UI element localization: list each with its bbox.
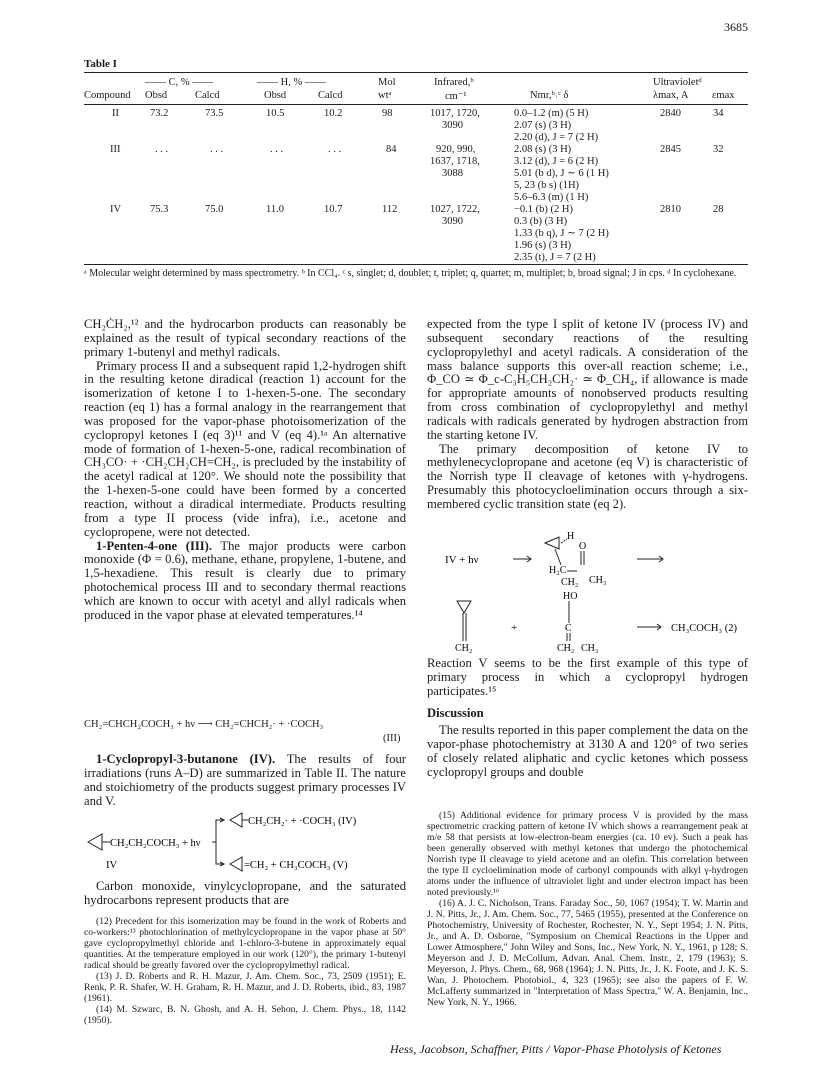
table-cell: 5, 23 (b s) (1H) — [514, 180, 580, 191]
table-cell: 34 — [713, 108, 724, 119]
mol-header-2: wtᵃ — [378, 90, 392, 101]
mol-header-1: Mol — [378, 77, 396, 88]
table-cell: 0.3 (b) (3 H) — [514, 216, 568, 227]
table-cell: 2845 — [660, 144, 681, 155]
table-cell: 73.2 — [150, 108, 169, 119]
h-group-header: —— H, % —— — [257, 77, 326, 88]
equation-iii-label: (III) — [383, 733, 401, 744]
c-group-header: —— C, % —— — [145, 77, 214, 88]
h-calcd-header: Calcd — [318, 90, 343, 101]
table-cell: 112 — [382, 204, 398, 215]
paragraph: The primary decomposition of ketone IV to methylenecyclopropane and acetone (eq V) is characteristic of the Norrish type II cleavage of ketones with γ-hydrogens. Presumably this photocycloelimination occurs through a six-membered cyclic transition state (eq 2). — [427, 441, 748, 511]
table-cell: . . . — [155, 144, 169, 155]
table-cell: 75.3 — [150, 204, 169, 215]
eq2-ho: HO — [563, 591, 578, 602]
scheme-reactant-label: IV — [106, 860, 118, 871]
table-cell: III — [110, 144, 121, 155]
eq2-reactant: IV + hν — [445, 554, 479, 566]
table-cell: 2810 — [660, 204, 681, 215]
uv-lambda-header: λmax, A — [653, 90, 689, 101]
paragraph: expected from the type I split of ketone IV (process IV) and subsequent secondary reactions of the resulting cyclopropylethyl and acetyl radicals. A consideration of the mass balance supports this over-all reaction scheme; i.e., Φ_CO ≃ Φ_c-C₃H₅CH₂CH₂· ≃ Φ_CH₄, if allowance is made for appropriate amounts of nonobserved products resulting from cross combination of cyclopropylethyl and methyl radicals with radicals generated by hydrogen abstraction from the starting ketone IV. — [427, 317, 748, 442]
paragraph: Primary process II and a subsequent rapid 1,2-hydrogen shift in the resulting ketone diradical (reaction 1) account for the isomerization of ketone I to 1-hexen-5-one. The secondary reaction (eq 1) has a formal analogy in the rearrangement that was proposed for the vapor-phase photoisomerization of the cyclopropyl ketones I (eq 3)¹¹ and V (eq 4).¹ᵃ An alternative mode of formation of 1-hexen-5-one, radical recombination of CH₃CO· + ·CH₂CH₂CH=CH₂, is precluded by the instability of the acetyl radical at 120°. We should note the possibility that the 1-hexen-5-one could have been formed by a concerted reaction, without a diradical intermediate. Products resulting from a type II process (vide infra), i.e., acetone and cyclopropene, were not detected. — [84, 358, 406, 539]
scheme-reactant: CH₂CH₂COCH₃ + hν — [110, 838, 201, 849]
table-cell: 84 — [386, 144, 397, 155]
running-footer: Hess, Jacobson, Schaffner, Pitts / Vapor-Phase Photolysis of Ketones — [390, 1042, 722, 1056]
table-cell: 3090 — [442, 120, 463, 131]
table-cell: 3090 — [442, 216, 463, 227]
table-cell: 1.33 (b q), J ∼ 7 (2 H) — [514, 228, 609, 239]
cyclopropane-ring — [457, 601, 471, 613]
cyclopropyl-ring — [230, 813, 242, 827]
scheme-product-v: =CH₂ + CH₃COCH₃ (V) — [244, 860, 348, 871]
table-cell: 2.35 (t), J = 7 (2 H) — [514, 252, 596, 263]
left-column-mid — [84, 753, 406, 808]
ir-header-2: cm⁻¹ — [445, 91, 467, 102]
table-cell: . . . — [210, 144, 224, 155]
eq2-o: O — [579, 541, 587, 552]
footnote-14: (14) M. Szwarc, B. N. Ghosh, and A. H. Sehon, J. Chem. Phys., 18, 1142 (1950). — [84, 1004, 406, 1026]
table-cell: 2.08 (s) (3 H) — [514, 144, 572, 155]
table-cell: . . . — [270, 144, 284, 155]
h-obsd-header: Obsd — [264, 90, 287, 101]
table-cell: 1.96 (s) (3 H) — [514, 240, 572, 251]
paragraph: The results reported in this paper complement the data on the vapor-phase photochemistry at 3130 A and 120° of two series of closely related aliphatic and cyclic ketones which possess cyclopropyl groups and double — [427, 723, 748, 779]
table-cell: 3088 — [442, 168, 463, 179]
c-calcd-header: Calcd — [195, 90, 220, 101]
table-cell: . . . — [328, 144, 342, 155]
eq2-h2c: H₂C — [549, 565, 567, 576]
cyclopropyl-ring — [88, 834, 102, 850]
left-column-lower — [84, 880, 406, 908]
eq2-ch2-product: CH₂ — [455, 643, 473, 653]
eq2-ch2-enol: CH₂ — [557, 643, 575, 653]
page-number: 3685 — [724, 20, 748, 34]
paragraph: Reaction V seems to be the first example of this type of primary process in which a cyclopropyl hydrogen participates.¹⁵ — [427, 656, 748, 698]
table-cell: II — [112, 108, 119, 119]
table-cell: 73.5 — [205, 108, 224, 119]
table-cell: IV — [110, 204, 122, 215]
table-cell: 32 — [713, 144, 724, 155]
uv-header-1: Ultravioletᵈ — [653, 77, 702, 88]
table-cell: 75.0 — [205, 204, 224, 215]
table-cell: 10.7 — [324, 204, 343, 215]
eq2-ch3-enol: CH₃ — [581, 643, 599, 653]
reaction-scheme-iv-v — [84, 812, 406, 876]
left-footnotes — [84, 916, 406, 1026]
left-column-upper — [84, 318, 406, 623]
eq2-ch3: CH₃ — [589, 575, 607, 586]
c-obsd-header: Obsd — [145, 90, 168, 101]
table-cell: 10.2 — [324, 108, 343, 119]
table-label: Table I — [84, 58, 117, 70]
table-footnote: ᵃ Molecular weight determined by mass spectrometry. ᵇ In CCl₄. ᶜ s, singlet; d, doublet; t, triplet; q, quartet; m, multiplet; b, broad signal; J in cps. ᵈ In cyclohexane. — [84, 268, 737, 279]
table-cell: 1017, 1720, — [430, 108, 480, 119]
equation-iii: CH₂=CHCH₂COCH₃ + hν ⟶ CH₂=CHCH₂· + ·COCH₃ — [84, 719, 324, 730]
table-cell: 2.07 (s) (3 H) — [514, 120, 572, 131]
section-heading: 1-Penten-4-one (III). — [96, 538, 213, 553]
table-cell: 920, 990, — [436, 144, 476, 155]
table-cell: 28 — [713, 204, 724, 215]
right-footnotes — [427, 810, 748, 1008]
footnote-12: (12) Precedent for this isomerization may be found in the work of Roberts and co-workers:¹³ photochlorination of methylcyclopropane in the vapor phase at 50° gave cyclopropylmethyl chloride and 1-chloro-3-butene in approximately equal quantities. At the temperature employed in our work (120°), the primary 1-butenyl radical should be greatly favored over the cyclopropylmethyl radical. — [84, 916, 406, 971]
paragraph: The major products were carbon monoxide (Φ = 0.6), methane, ethane, propylene, 1-butene, and 1,5-hexadiene. This result is clearly due to primary photochemical process III and to secondary thermal reactions which are known to occur with acetyl and allyl radicals when produced in the vapor phase at elevated temperatures.¹⁴ — [84, 538, 406, 622]
eq2-product: CH₃COCH₃ (2) — [671, 623, 737, 634]
eq2-h: H — [567, 531, 575, 542]
table-cell: 0.0–1.2 (m) (5 H) — [514, 108, 589, 119]
right-column-upper — [427, 318, 748, 512]
paragraph: CH₂ĊH₂,¹² and the hydrocarbon products can reasonably be explained as the result of typical secondary reactions of the primary 1-butenyl and methyl radicals. — [84, 317, 406, 359]
section-heading: 1-Cyclopropyl-3-butanone (IV). — [96, 752, 276, 766]
table-cell: 2.20 (d), J = 7 (2 H) — [514, 132, 599, 143]
table-cell: 98 — [382, 108, 393, 119]
table-cell: 1637, 1718, — [430, 156, 480, 167]
table-header-rule — [84, 104, 748, 105]
scheme-product-iv: CH₂CH₂· + ·COCH₃ (IV) — [248, 816, 357, 827]
discussion-heading: Discussion — [427, 706, 484, 720]
footnote-16: (16) A. J. C. Nicholson, Trans. Faraday Soc., 50, 1067 (1954); T. W. Martin and J. N. Pitts, Jr., J. Am. Chem. Soc., 77, 5465 (1955), presented at the Conference on Photochemistry, University of Rochester, Rochester, N. Y., Sept 1954; J. N. Pitts, Jr., and A. D. Osborne, "Symposium on Chemical Reactions in the Upper and Lower Atmosphere," John Wiley and Sons, Inc., New York, N. Y., 1961, p 128; S. Meyerson and J. D. McCollum, Advan. Anal. Chem. Instr., 2, 179 (1963); S. Meyerson, J. Phys. Chem., 68, 968 (1964); J. N. Pitts, Jr., J. K. Foote, and J. K. S. Wan, J. Photochem. Photobiol., 4, 323 (1965); see also the papers of F. W. McLafferty summarized in "Interpretation of Mass Spectra," W. A. Benjamin, Inc., New York, N. Y., 1966. — [427, 898, 748, 1008]
table-cell: 3.12 (d), J = 6 (2 H) — [514, 156, 599, 167]
table-cell: 5.01 (b d), J ∼ 6 (1 H) — [514, 168, 609, 179]
cyclopropyl-ring — [545, 537, 559, 549]
cyclopropyl-ring — [230, 857, 242, 871]
ir-header-1: Infrared,ᵇ — [434, 77, 474, 88]
compound-header: Compound — [84, 90, 131, 101]
uv-eps-header: εmax — [712, 90, 735, 101]
table-bottom-rule — [84, 264, 748, 265]
nmr-header: Nmr,ᵇ˒ᶜ δ — [530, 90, 569, 101]
eq2-plus: + — [511, 622, 518, 634]
footnote-13: (13) J. D. Roberts and R. H. Mazur, J. Am. Chem. Soc., 73, 2509 (1951); E. Renk, P. R. Shafer, W. H. Graham, R. H. Mazur, and J. D. Roberts, ibid., 83, 1987 (1961). — [84, 971, 406, 1004]
table-cell: 1027, 1722, — [430, 204, 480, 215]
table-cell: −0.1 (b) (2 H) — [514, 204, 573, 215]
right-column-lower — [427, 724, 748, 779]
table-cell: 5.6–6.3 (m) (1 H) — [514, 192, 589, 203]
equation-2-diagram — [427, 527, 748, 653]
footnote-15: (15) Additional evidence for primary process V is provided by the mass spectrometric cracking pattern of ketone IV which shows a rearrangement peak at m/e 58 that persists at low-electron-beam energies (ca. 10 ev). Such a peak has been generally observed with methyl ketones that undergo the photochemical Norrish type II cleavage to yield acetone and an olefin. This correlation between the type II cycloelimination mode of carbonyl compounds with alkyl γ-hydrogen atoms under the influence of ultraviolet light and under electron impact has been noted previously.¹⁶ — [427, 810, 748, 898]
table-cell: 10.5 — [266, 108, 285, 119]
eq2-ch2: CH₂ — [561, 577, 579, 588]
right-column-mid — [427, 657, 748, 699]
paragraph: Carbon monoxide, vinylcyclopropane, and the saturated hydrocarbons represent products that are — [84, 879, 406, 907]
paragraph: The results of four irradiations (runs A–D) are summarized in Table II. The nature and stoichiometry of the products suggest primary processes IV and V. — [84, 752, 406, 808]
table-top-rule — [84, 72, 748, 73]
table-cell: 2840 — [660, 108, 681, 119]
table-cell: 11.0 — [266, 204, 284, 215]
eq2-c: C — [565, 623, 572, 634]
